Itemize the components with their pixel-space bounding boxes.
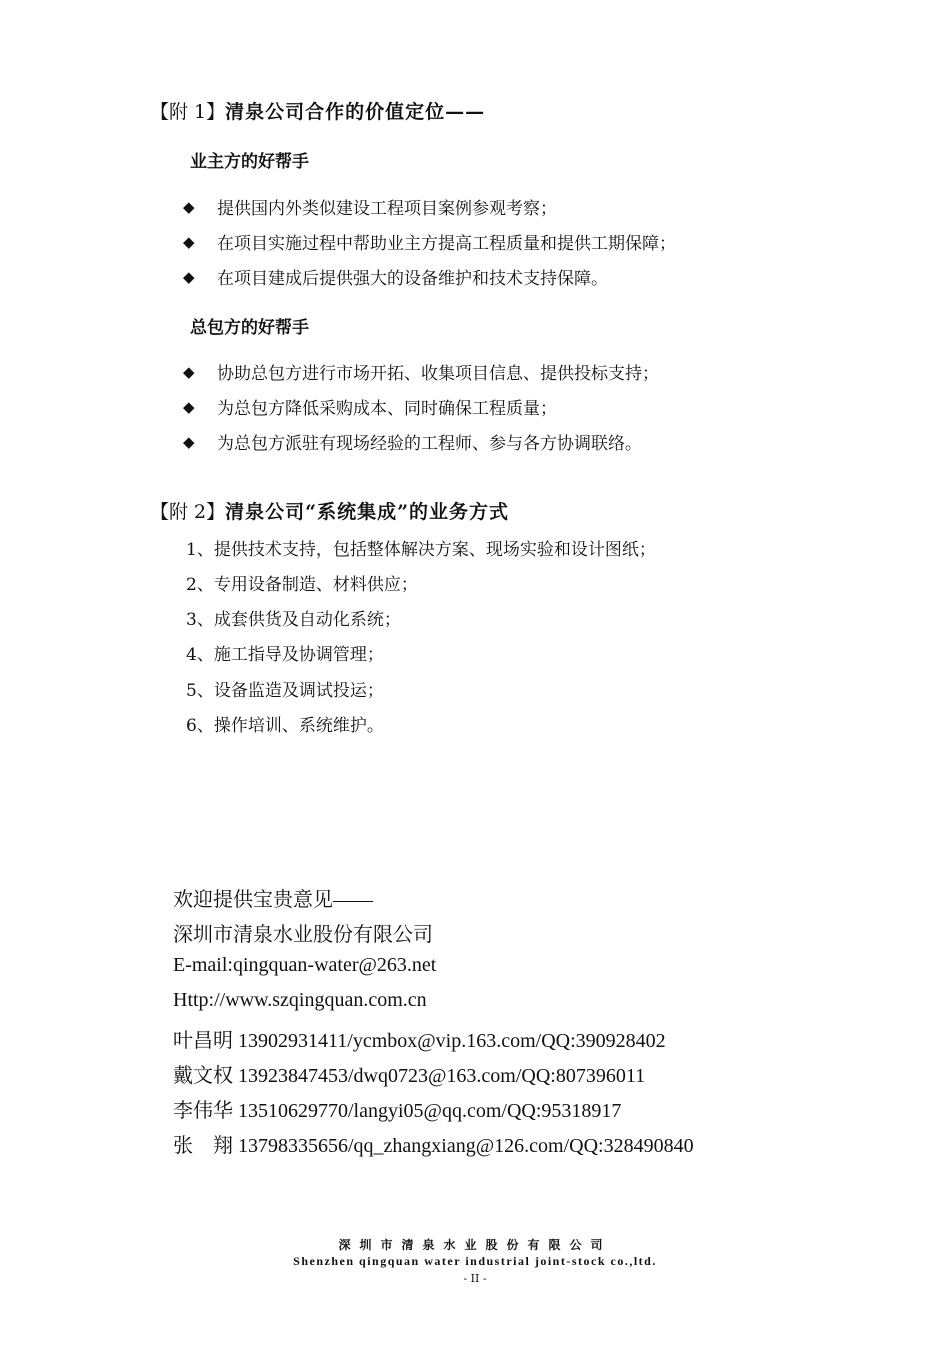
diamond-bullet-icon: ◆ — [183, 362, 195, 381]
footer-company-en: Shenzhen qingquan water industrial joint-stock co.,ltd. — [293, 1254, 657, 1268]
list-item — [183, 194, 557, 219]
appendix1-title — [150, 97, 485, 124]
footer-company-cn: 深圳市清泉水业股份有限公司 — [338, 1238, 612, 1252]
appendix1-label: 【附 1】 — [150, 101, 226, 123]
contractor-helper-heading: 总包方的好帮手 — [190, 318, 309, 338]
list-item: 5、设备监造及调试投运； — [186, 681, 384, 701]
email-line: E-mail:qingquan-water@263.net — [173, 954, 437, 976]
list-item-text: 在项目建成后提供强大的设备维护和技术支持保障。 — [217, 269, 608, 289]
list-item: 4、施工指导及协调管理； — [186, 645, 384, 665]
owner-helper-heading: 业主方的好帮手 — [190, 152, 309, 172]
website-line: Http://www.szqingquan.com.cn — [173, 989, 427, 1011]
diamond-bullet-icon: ◆ — [183, 197, 195, 216]
feedback-invitation: 欢迎提供宝贵意见—— — [173, 889, 373, 911]
list-item-text: 在项目实施过程中帮助业主方提高工程质量和提供工期保障； — [217, 234, 676, 254]
appendix1-title-text: 清泉公司合作的价值定位—— — [225, 101, 486, 123]
diamond-bullet-icon: ◆ — [183, 232, 195, 251]
diamond-bullet-icon: ◆ — [183, 432, 195, 451]
list-item — [183, 229, 676, 254]
appendix2-label: 【附 2】 — [150, 501, 226, 523]
list-item: 6、操作培训、系统维护。 — [186, 716, 384, 736]
contact-person: 叶昌明 13902931411/ycmbox@vip.163.com/QQ:390928402 — [173, 1030, 666, 1052]
contact-person: 张 翔 13798335656/qq_zhangxiang@126.com/QQ:328490840 — [173, 1135, 694, 1157]
list-item-text: 协助总包方进行市场开拓、收集项目信息、提供投标支持； — [217, 364, 659, 384]
list-item — [183, 359, 659, 384]
list-item-text: 提供国内外类似建设工程项目案例参观考察； — [217, 199, 557, 219]
list-item — [183, 264, 608, 289]
list-item-text: 为总包方派驻有现场经验的工程师、参与各方协调联络。 — [217, 434, 642, 454]
diamond-bullet-icon: ◆ — [183, 267, 195, 286]
list-item — [183, 429, 642, 454]
contact-person: 李伟华 13510629770/langyi05@qq.com/QQ:95318917 — [173, 1100, 622, 1122]
list-item: 2、专用设备制造、材料供应； — [186, 575, 418, 595]
list-item: 1、提供技术支持，包括整体解决方案、现场实验和设计图纸； — [186, 540, 656, 560]
list-item: 3、成套供货及自动化系统； — [186, 610, 401, 630]
appendix2-title — [150, 497, 509, 524]
list-item-text: 为总包方降低采购成本、同时确保工程质量； — [217, 399, 557, 419]
list-item — [183, 394, 557, 419]
page-number: - II - — [463, 1272, 487, 1285]
diamond-bullet-icon: ◆ — [183, 397, 195, 416]
company-name: 深圳市清泉水业股份有限公司 — [173, 924, 433, 946]
contact-person: 戴文权 13923847453/dwq0723@163.com/QQ:807396011 — [173, 1065, 646, 1087]
appendix2-title-text: 清泉公司“系统集成”的业务方式 — [225, 501, 509, 523]
